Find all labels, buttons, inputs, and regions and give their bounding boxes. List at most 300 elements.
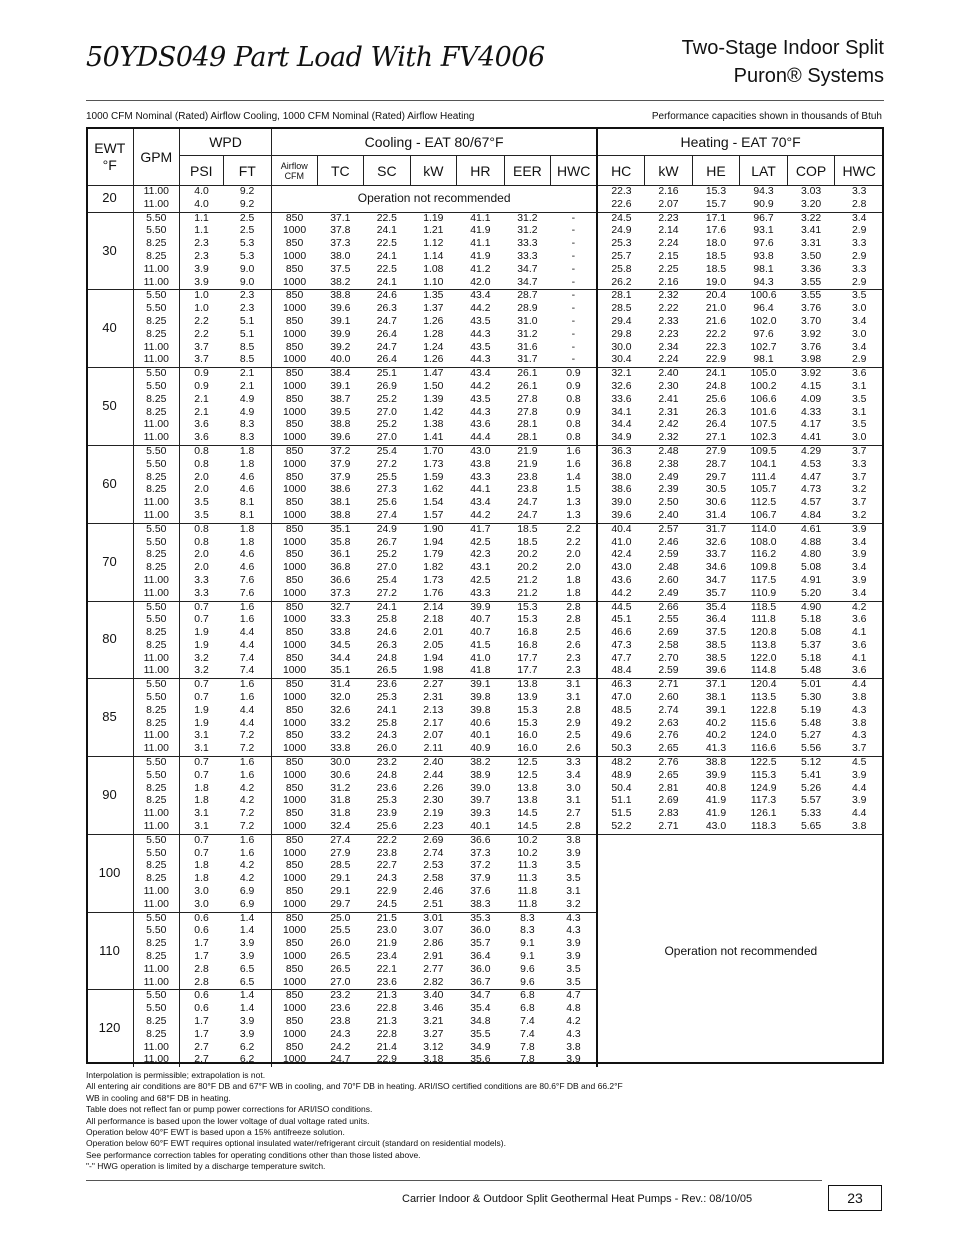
sc-cell: 25.8	[376, 614, 397, 626]
ft-cell: 4.2	[223, 795, 272, 808]
performance-table	[86, 127, 884, 1067]
brand-line-1: Two-Stage Indoor Split	[681, 37, 884, 59]
ft-cell: 9.2	[223, 199, 272, 212]
header-sc: SC	[364, 156, 411, 186]
hwc-heating-cell: 3.5	[851, 419, 867, 431]
gpm-cell: 11.00	[133, 354, 180, 367]
hwc-heating-cell: 3.3	[851, 458, 867, 470]
psi-cell: 2.1	[194, 393, 209, 405]
kw-heating-cell: 2.41	[658, 393, 679, 405]
sc-cell: 24.1	[376, 704, 397, 716]
kw-cell: 1.70	[410, 445, 457, 458]
cop-cell: 5.30	[800, 692, 822, 704]
airflow-cell: 1000	[283, 328, 307, 340]
he-cell: 19.0	[705, 276, 727, 288]
psi-cell: 3.5	[194, 509, 209, 521]
hwc-cell: -	[571, 225, 576, 237]
he-cell: 35.4	[692, 601, 740, 614]
cop-cell: 5.56	[800, 743, 822, 755]
hr-cell: 41.0	[470, 652, 491, 664]
hwc-cell: 3.5	[566, 963, 581, 975]
airflow-cell: 850	[272, 290, 318, 303]
header-hc: HC	[597, 156, 645, 186]
hr-cell: 43.4	[470, 497, 491, 509]
kw-cell: 1.73	[423, 574, 444, 586]
eer-cell: 24.7	[517, 497, 538, 509]
cop-cell: 4.80	[800, 549, 822, 561]
kw-heating-cell: 2.71	[658, 821, 679, 833]
airflow-cell: 850	[272, 368, 318, 381]
eer-cell: 17.7	[517, 652, 538, 664]
hc-cell: 45.1	[597, 614, 645, 627]
airflow-cell: 1000	[283, 406, 307, 418]
kw-heating-cell: 2.58	[658, 639, 679, 651]
cop-cell: 5.57	[800, 795, 822, 807]
eer-cell: 34.7	[517, 263, 538, 275]
kw-cell: 2.23	[423, 821, 444, 833]
sc-cell: 26.3	[376, 303, 397, 315]
ft-cell: 8.1	[223, 510, 272, 523]
kw-cell: 2.46	[423, 886, 444, 898]
airflow-cell: 850	[272, 445, 318, 458]
hr-cell: 43.8	[470, 458, 491, 470]
psi-cell: 3.0	[194, 898, 209, 910]
psi-cell: 0.8	[194, 536, 209, 548]
eer-cell: 11.3	[517, 860, 538, 872]
gpm-cell: 11.00	[133, 886, 180, 899]
kw-cell: 3.46	[423, 1003, 444, 1015]
sc-cell: 22.9	[376, 886, 397, 898]
eer-cell: 24.7	[517, 509, 538, 521]
hr-cell: 43.5	[470, 315, 491, 327]
airflow-cell: 850	[285, 574, 304, 586]
lat-cell: 96.7	[740, 212, 788, 225]
hwc-heating-cell: 3.0	[851, 432, 867, 444]
hwc-cell: 3.8	[551, 834, 598, 847]
gpm-cell: 11.00	[133, 510, 180, 523]
eer-cell: 28.9	[517, 303, 538, 315]
airflow-cell: 850	[272, 212, 318, 225]
kw-cell: 1.26	[423, 354, 444, 366]
hwc-heating-cell: 3.9	[851, 549, 867, 561]
sc-cell: 26.9	[376, 380, 397, 392]
gpm-cell: 8.25	[133, 251, 180, 264]
eer-cell: 16.8	[517, 639, 538, 651]
eer-cell: 33.3	[517, 250, 538, 262]
lat-cell: 97.6	[753, 238, 774, 250]
eer-cell: 28.1	[517, 432, 538, 444]
tc-cell: 30.6	[330, 769, 351, 781]
hwc-cell: 4.7	[551, 990, 598, 1003]
hwc-heating-cell: 4.4	[835, 679, 884, 692]
hwc-cell: 1.8	[566, 587, 581, 599]
hc-cell: 33.6	[597, 394, 645, 407]
table-row	[87, 665, 884, 678]
sc-cell: 23.2	[364, 757, 411, 770]
ft-cell: 2.3	[223, 303, 272, 316]
header-ft: FT	[223, 156, 272, 186]
sc-cell: 25.1	[364, 368, 411, 381]
tc-cell: 39.1	[330, 315, 351, 327]
lat-cell: 98.1	[753, 263, 774, 275]
psi-cell: 1.8	[194, 782, 209, 794]
he-cell: 20.4	[692, 290, 740, 303]
eer-cell: 27.8	[517, 406, 538, 418]
kw-heating-cell: 2.25	[658, 263, 679, 275]
lat-cell: 94.3	[753, 276, 774, 288]
cop-cell: 5.37	[800, 639, 822, 651]
hc-cell: 50.4	[597, 783, 645, 796]
table-row	[87, 484, 884, 497]
cop-cell: 3.31	[800, 238, 822, 250]
ft-cell: 8.5	[223, 354, 272, 367]
psi-cell: 3.9	[194, 276, 209, 288]
lat-cell: 108.0	[750, 536, 777, 548]
gpm-cell: 8.25	[133, 472, 180, 485]
eer-cell: 13.8	[517, 782, 538, 794]
eer-cell: 34.7	[517, 276, 538, 288]
sc-cell: 23.4	[376, 951, 397, 963]
gpm-cell: 5.50	[133, 445, 180, 458]
kw-cell: 1.90	[410, 523, 457, 536]
psi-cell: 4.0	[180, 186, 223, 199]
kw-cell: 1.14	[423, 250, 444, 262]
lat-cell: 118.5	[740, 601, 788, 614]
he-cell: 30.5	[705, 484, 727, 496]
sc-cell: 23.9	[376, 808, 397, 820]
psi-cell: 3.3	[194, 574, 209, 586]
kw-heating-cell: 2.57	[645, 523, 693, 536]
sc-cell: 22.8	[376, 1028, 397, 1040]
hc-cell: 22.3	[597, 186, 645, 199]
hwc-cell: 3.8	[566, 1041, 581, 1053]
hwc-cell: -	[571, 303, 576, 315]
psi-cell: 3.7	[194, 354, 209, 366]
hc-cell: 51.5	[597, 808, 645, 821]
airflow-cell: 850	[285, 938, 304, 950]
gpm-cell: 8.25	[133, 627, 180, 640]
hc-cell: 29.8	[597, 329, 645, 342]
cop-cell: 5.27	[800, 730, 822, 742]
hc-cell: 47.7	[597, 653, 645, 666]
hwc-cell: -	[571, 276, 576, 288]
gpm-cell: 5.50	[133, 601, 180, 614]
eer-cell: 8.3	[520, 925, 535, 937]
hr-cell: 43.3	[470, 587, 491, 599]
ft-cell: 6.2	[223, 1054, 272, 1067]
gpm-cell: 11.00	[133, 964, 180, 977]
gpm-cell: 11.00	[133, 186, 180, 199]
psi-cell: 2.7	[194, 1054, 209, 1066]
gpm-cell: 11.00	[133, 497, 180, 510]
eer-cell: 13.8	[517, 795, 538, 807]
psi-cell: 0.7	[194, 769, 209, 781]
airflow-cell: 1000	[283, 665, 307, 677]
kw-cell: 3.07	[423, 925, 444, 937]
cop-cell: 3.55	[787, 290, 835, 303]
table-row	[87, 238, 884, 251]
gpm-cell: 8.25	[133, 860, 180, 873]
ewt-cell: 85	[87, 679, 134, 757]
hwc-heating-cell: 3.9	[851, 574, 867, 586]
lat-cell: 104.1	[750, 458, 777, 470]
hc-cell: 47.3	[597, 640, 645, 653]
eer-cell: 10.2	[517, 847, 538, 859]
hr-cell: 39.1	[457, 679, 505, 692]
hr-cell: 42.5	[470, 574, 491, 586]
airflow-cell: 1000	[283, 458, 307, 470]
eer-cell: 17.7	[517, 665, 538, 677]
hc-cell: 40.4	[597, 523, 645, 536]
he-cell: 22.3	[705, 341, 727, 353]
tc-cell: 23.6	[330, 1003, 351, 1015]
sc-cell: 24.5	[376, 898, 397, 910]
eer-cell: 15.3	[517, 614, 538, 626]
header-gpm: GPM	[133, 128, 180, 186]
sc-cell: 24.1	[364, 601, 411, 614]
gpm-cell: 8.25	[133, 407, 180, 420]
hc-cell: 46.3	[597, 679, 645, 692]
table-row	[87, 627, 884, 640]
hwc-heating-cell: 3.0	[851, 303, 867, 315]
psi-cell: 1.9	[194, 704, 209, 716]
psi-cell: 2.0	[194, 471, 209, 483]
hc-cell: 34.9	[597, 432, 645, 445]
gpm-cell: 5.50	[133, 692, 180, 705]
tc-cell: 28.5	[330, 860, 351, 872]
gpm-cell: 8.25	[133, 640, 180, 653]
sc-cell: 24.3	[376, 873, 397, 885]
table-row	[87, 705, 884, 718]
hwc-cell: 3.9	[566, 951, 581, 963]
he-cell: 31.7	[692, 523, 740, 536]
ft-cell: 4.4	[223, 718, 272, 731]
eer-cell: 11.3	[517, 873, 538, 885]
eer-cell: 31.7	[517, 354, 538, 366]
kw-heating-cell: 2.33	[658, 315, 679, 327]
ft-cell: 6.9	[223, 886, 272, 899]
footnote-line: Operation below 60°F EWT requires optional insulated water/refrigerant circuit (standard on residential models).	[86, 1138, 506, 1149]
tc-cell: 31.2	[330, 782, 351, 794]
gpm-cell: 11.00	[133, 977, 180, 990]
table-row	[87, 329, 884, 342]
table-row	[87, 354, 884, 367]
gpm-cell: 5.50	[133, 912, 180, 925]
tc-cell: 37.9	[330, 471, 351, 483]
kw-cell: 1.94	[423, 652, 444, 664]
sc-cell: 27.3	[376, 484, 397, 496]
kw-heating-cell: 2.16	[645, 186, 693, 199]
cop-cell: 4.15	[800, 380, 822, 392]
hwc-cell: -	[571, 250, 576, 262]
he-cell: 38.8	[692, 757, 740, 770]
tc-cell: 37.3	[330, 587, 351, 599]
kw-cell: 2.82	[423, 976, 444, 988]
he-cell: 39.1	[705, 704, 727, 716]
hwc-cell: 0.9	[566, 380, 581, 392]
he-cell: 21.6	[705, 315, 727, 327]
psi-cell: 1.7	[194, 938, 209, 950]
kw-heating-cell: 2.48	[645, 445, 693, 458]
airflow-cell: 1000	[283, 692, 307, 704]
table-row	[87, 212, 884, 225]
hwc-heating-cell: 3.4	[835, 212, 884, 225]
eer-cell: 33.3	[517, 238, 538, 250]
psi-cell: 0.7	[180, 834, 223, 847]
lat-cell: 97.6	[753, 328, 774, 340]
sc-cell: 22.8	[376, 1003, 397, 1015]
hc-cell: 48.5	[597, 705, 645, 718]
eer-cell: 16.0	[517, 730, 538, 742]
gpm-cell: 11.00	[133, 743, 180, 756]
lat-cell: 116.2	[750, 549, 777, 561]
kw-heating-cell: 2.39	[658, 484, 679, 496]
hwc-cell: 3.3	[551, 757, 598, 770]
table-row	[87, 808, 884, 821]
hc-cell: 52.2	[597, 821, 645, 834]
he-cell: 41.9	[705, 808, 727, 820]
hwc-heating-cell: 3.4	[851, 587, 867, 599]
lat-cell: 111.8	[751, 614, 776, 626]
cop-cell: 3.41	[800, 225, 822, 237]
table-row	[87, 692, 884, 705]
sc-cell: 22.5	[376, 263, 397, 275]
cop-cell: 5.33	[800, 808, 822, 820]
tc-cell: 39.2	[330, 341, 351, 353]
kw-cell: 2.74	[423, 847, 444, 859]
psi-cell: 2.2	[194, 328, 209, 340]
header-cooling: Cooling - EAT 80/67°F	[272, 128, 598, 156]
cop-cell: 5.20	[800, 587, 822, 599]
hr-cell: 39.8	[470, 692, 491, 704]
sc-cell: 26.4	[376, 354, 397, 366]
kw-cell: 2.01	[423, 627, 444, 639]
sc-cell: 21.5	[364, 912, 411, 925]
psi-cell: 1.7	[194, 1028, 209, 1040]
airflow-cell: 850	[285, 263, 304, 275]
ft-cell: 6.2	[223, 1042, 272, 1055]
lat-cell: 93.1	[753, 225, 774, 237]
psi-cell: 0.7	[180, 757, 223, 770]
kw-cell: 1.94	[423, 536, 444, 548]
he-cell: 28.7	[705, 458, 727, 470]
hc-cell: 44.2	[597, 588, 645, 601]
kw-cell: 1.35	[410, 290, 457, 303]
hwc-heating-cell: 3.5	[835, 290, 884, 303]
eer-cell: 6.8	[520, 1003, 535, 1015]
sc-cell: 22.1	[376, 963, 397, 975]
ft-cell: 5.3	[223, 251, 272, 264]
heating-not-recommended: Operation not recommended	[597, 834, 883, 1067]
ewt-cell: 50	[87, 368, 134, 446]
hr-cell: 41.9	[470, 250, 491, 262]
hr-cell: 40.7	[470, 627, 491, 639]
airflow-cell: 1000	[283, 847, 307, 859]
psi-cell: 1.9	[194, 717, 209, 729]
he-cell: 40.2	[705, 730, 727, 742]
kw-cell: 2.30	[423, 795, 444, 807]
cop-cell: 3.98	[800, 354, 822, 366]
kw-heating-cell: 2.48	[658, 562, 679, 574]
header-hwc: HWC	[551, 156, 598, 186]
table-row	[87, 614, 884, 627]
eer-cell: 16.8	[517, 627, 538, 639]
eer-cell: 27.8	[517, 393, 538, 405]
tc-cell: 36.8	[330, 562, 351, 574]
gpm-cell: 5.50	[133, 290, 180, 303]
hr-cell: 37.3	[470, 847, 491, 859]
table-row	[87, 381, 884, 394]
ewt-cell: 30	[87, 212, 134, 290]
table-row	[87, 264, 884, 277]
hwc-heating-cell: 3.4	[851, 536, 867, 548]
ft-cell: 4.9	[223, 407, 272, 420]
hc-cell: 36.8	[597, 459, 645, 472]
ft-cell: 1.8	[223, 459, 272, 472]
cop-cell: 4.17	[800, 419, 822, 431]
sc-cell: 21.3	[364, 990, 411, 1003]
kw-heating-cell: 2.23	[658, 328, 679, 340]
cop-cell: 5.19	[800, 704, 822, 716]
he-cell: 38.5	[705, 652, 727, 664]
kw-cell: 3.40	[410, 990, 457, 1003]
kw-cell: 1.21	[423, 225, 444, 237]
hwc-cell: 3.9	[566, 938, 581, 950]
airflow-cell: 850	[272, 601, 318, 614]
kw-heating-cell: 2.50	[658, 497, 679, 509]
cop-cell: 3.76	[800, 303, 822, 315]
kw-cell: 1.79	[423, 549, 444, 561]
cop-cell: 4.90	[787, 601, 835, 614]
psi-cell: 2.8	[194, 976, 209, 988]
lat-cell: 109.5	[740, 445, 788, 458]
kw-heating-cell: 2.32	[658, 432, 679, 444]
kw-heating-cell: 2.71	[645, 679, 693, 692]
hc-cell: 41.0	[597, 537, 645, 550]
table-row	[87, 640, 884, 653]
gpm-cell: 5.50	[133, 459, 180, 472]
kw-cell: 2.91	[423, 951, 444, 963]
kw-cell: 3.27	[423, 1028, 444, 1040]
page-title: 50YDS049 Part Load With FV4006	[86, 42, 545, 73]
hwc-cell: 1.6	[566, 458, 581, 470]
psi-cell: 3.1	[194, 743, 209, 755]
hc-cell: 43.6	[597, 575, 645, 588]
gpm-cell: 11.00	[133, 588, 180, 601]
lat-cell: 113.8	[750, 639, 777, 651]
psi-cell: 1.9	[194, 639, 209, 651]
airflow-cell: 850	[285, 549, 304, 561]
ft-cell: 7.6	[223, 575, 272, 588]
he-cell: 40.2	[705, 717, 727, 729]
hwc-cell: 2.2	[551, 523, 598, 536]
sc-cell: 22.5	[376, 238, 397, 250]
lat-cell: 106.6	[750, 393, 777, 405]
he-cell: 15.7	[705, 198, 727, 210]
psi-cell: 0.6	[194, 1003, 209, 1015]
gpm-cell: 5.50	[133, 834, 180, 847]
tc-cell: 30.0	[317, 757, 364, 770]
eer-cell: 28.7	[504, 290, 551, 303]
hwc-heating-cell: 3.7	[851, 497, 867, 509]
cop-cell: 3.55	[800, 276, 822, 288]
kw-cell: 1.39	[423, 393, 444, 405]
eer-cell: 15.3	[517, 704, 538, 716]
hwc-heating-cell: 3.8	[851, 717, 867, 729]
hr-cell: 41.5	[470, 639, 491, 651]
gpm-cell: 8.25	[133, 316, 180, 329]
hr-cell: 41.2	[470, 263, 491, 275]
